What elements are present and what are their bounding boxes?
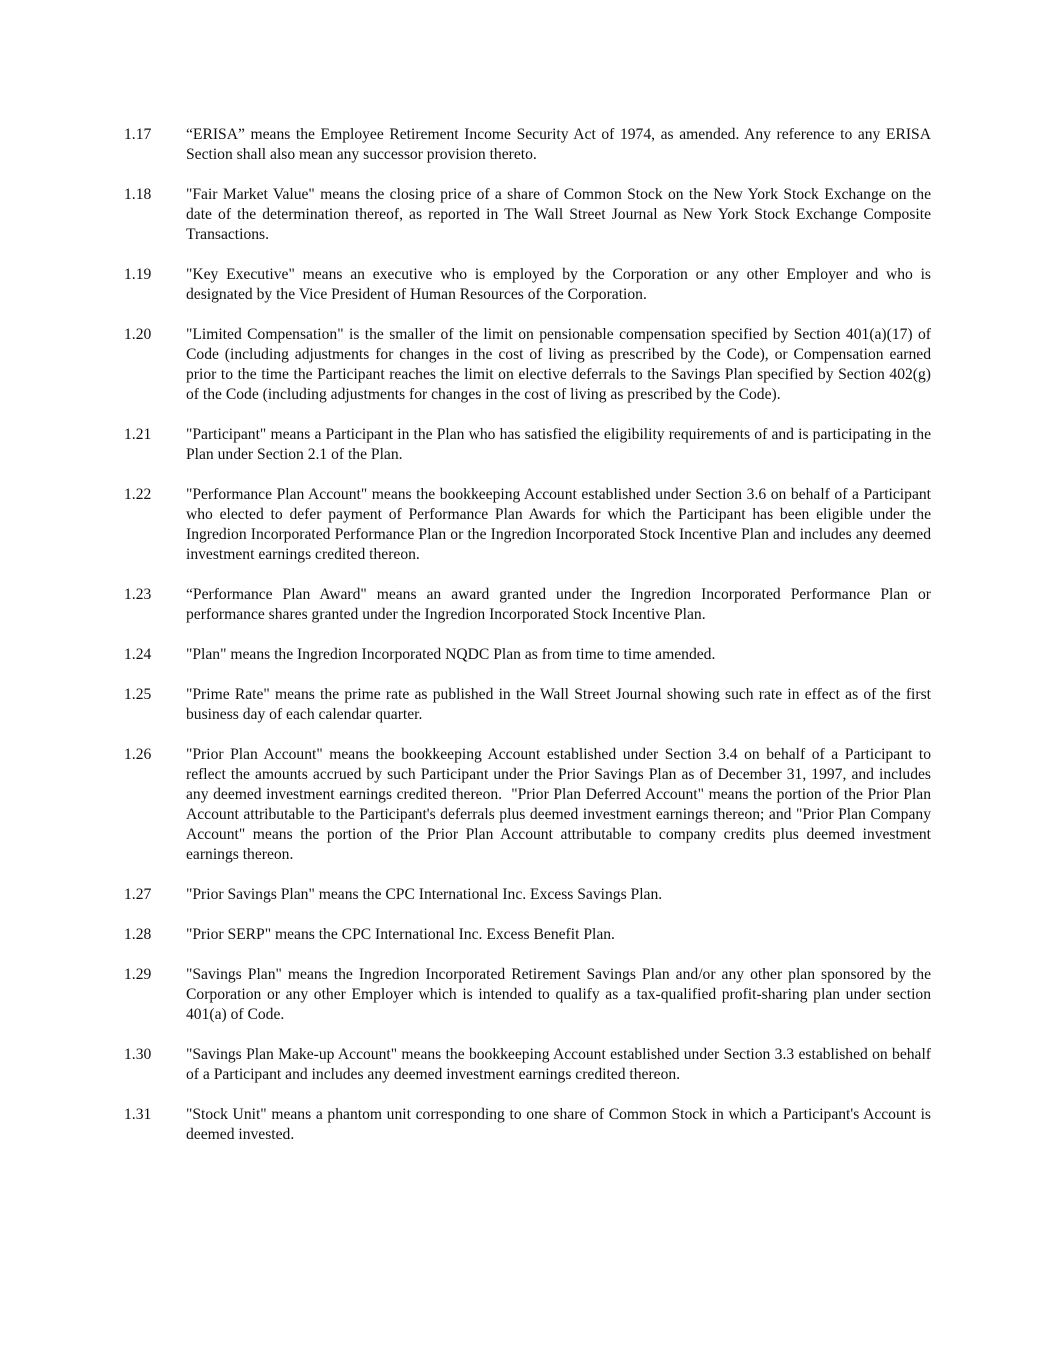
- definition-1-26: [124, 745, 935, 865]
- definition-1-19: [124, 265, 935, 305]
- definition-1-30: [124, 1045, 935, 1085]
- section-number: 1.24: [124, 646, 152, 663]
- section-number: 1.29: [124, 966, 152, 983]
- definition-text: "Key Executive" means an executive who is employed by the Corporation or any other Employer and who is designated by the Vice President of Human Resources of the Corporation.: [186, 266, 935, 303]
- definition-text: "Prime Rate" means the prime rate as published in the Wall Street Journal showing such rate in effect as of the first business day of each calendar quarter.: [186, 686, 935, 723]
- definition-1-25: [124, 685, 935, 725]
- definition-1-17: [124, 125, 935, 165]
- definition-1-28: [124, 925, 931, 945]
- definition-text: "Savings Plan Make-up Account" means the bookkeeping Account established under Section 3.3 established on behalf of a Participant and includes any deemed investment earnings credited thereon.: [186, 1046, 935, 1083]
- definition-1-22: [124, 485, 935, 565]
- definition-text: "Prior SERP" means the CPC International Inc. Excess Benefit Plan.: [186, 926, 615, 943]
- definition-text: "Prior Savings Plan" means the CPC International Inc. Excess Savings Plan.: [186, 886, 663, 903]
- definition-text: "Prior Plan Account" means the bookkeeping Account established under Section 3.4 on behalf of a Participant to reflect the amounts accrued by such Participant under the Prior Savings Plan as of December 31, 1997, and includes any deemed investment earnings credited thereon. "Prior Plan Deferred Account" means the portion of the Prior Plan Account attributable to the Participant's deferrals plus deemed investment earnings thereon; and "Prior Plan Company Account" means the portion of the Prior Plan Account attributable to company credits plus deemed investment earnings thereon.: [186, 746, 935, 863]
- document-page: [124, 125, 935, 1165]
- section-number: 1.20: [124, 326, 152, 343]
- definition-1-31: [124, 1105, 935, 1145]
- section-number: 1.25: [124, 686, 152, 703]
- definition-text: "Plan" means the Ingredion Incorporated NQDC Plan as from time to time amended.: [186, 646, 716, 663]
- section-number: 1.30: [124, 1046, 152, 1063]
- definition-text: "Limited Compensation" is the smaller of the limit on pensionable compensation specified by Section 401(a)(17) of Code (including adjustments for changes in the cost of living as prescribed by the Code), or Compensation earned prior to the time the Participant reaches the limit on elective deferrals to the Savings Plan specified by Section 402(g) of the Code (including adjustments for changes in the cost of living as prescribed by the Code).: [186, 326, 935, 403]
- section-number: 1.21: [124, 426, 152, 443]
- definition-1-29: [124, 965, 935, 1025]
- section-number: 1.27: [124, 886, 152, 903]
- definition-1-18: [124, 185, 935, 245]
- section-number: 1.26: [124, 746, 152, 763]
- section-number: 1.17: [124, 126, 152, 143]
- definition-1-21: [124, 425, 935, 465]
- definition-text: "Performance Plan Account" means the bookkeeping Account established under Section 3.6 on behalf of a Participant who elected to defer payment of Performance Plan Awards for which the Participant has been eligible under the Ingredion Incorporated Performance Plan or the Ingredion Incorporated Stock Incentive Plan and includes any deemed investment earnings credited thereon.: [186, 486, 935, 563]
- section-number: 1.31: [124, 1106, 152, 1123]
- definition-1-20: [124, 325, 935, 405]
- definition-text: "Stock Unit" means a phantom unit corresponding to one share of Common Stock in which a Participant's Account is deemed invested.: [186, 1106, 935, 1143]
- definition-text: "Participant" means a Participant in the Plan who has satisfied the eligibility requirements of and is participating in the Plan under Section 2.1 of the Plan.: [186, 426, 935, 463]
- definition-1-23: [124, 585, 935, 625]
- section-number: 1.22: [124, 486, 152, 503]
- section-number: 1.28: [124, 926, 152, 943]
- definition-text: “Performance Plan Award" means an award granted under the Ingredion Incorporated Performance Plan or performance shares granted under the Ingredion Incorporated Stock Incentive Plan.: [186, 586, 935, 623]
- definition-1-24: [124, 645, 931, 665]
- definition-text: "Fair Market Value" means the closing price of a share of Common Stock on the New York Stock Exchange on the date of the determination thereof, as reported in The Wall Street Journal as New York Stock Exchange Composite Transactions.: [186, 186, 935, 243]
- section-number: 1.19: [124, 266, 152, 283]
- definition-text: “ERISA” means the Employee Retirement Income Security Act of 1974, as amended. Any reference to any ERISA Section shall also mean any successor provision thereto.: [186, 126, 935, 163]
- section-number: 1.23: [124, 586, 152, 603]
- section-number: 1.18: [124, 186, 152, 203]
- definition-text: "Savings Plan" means the Ingredion Incorporated Retirement Savings Plan and/or any other plan sponsored by the Corporation or any other Employer which is intended to qualify as a tax-qualified profit-sharing plan under section 401(a) of Code.: [186, 966, 935, 1023]
- definition-1-27: [124, 885, 931, 905]
